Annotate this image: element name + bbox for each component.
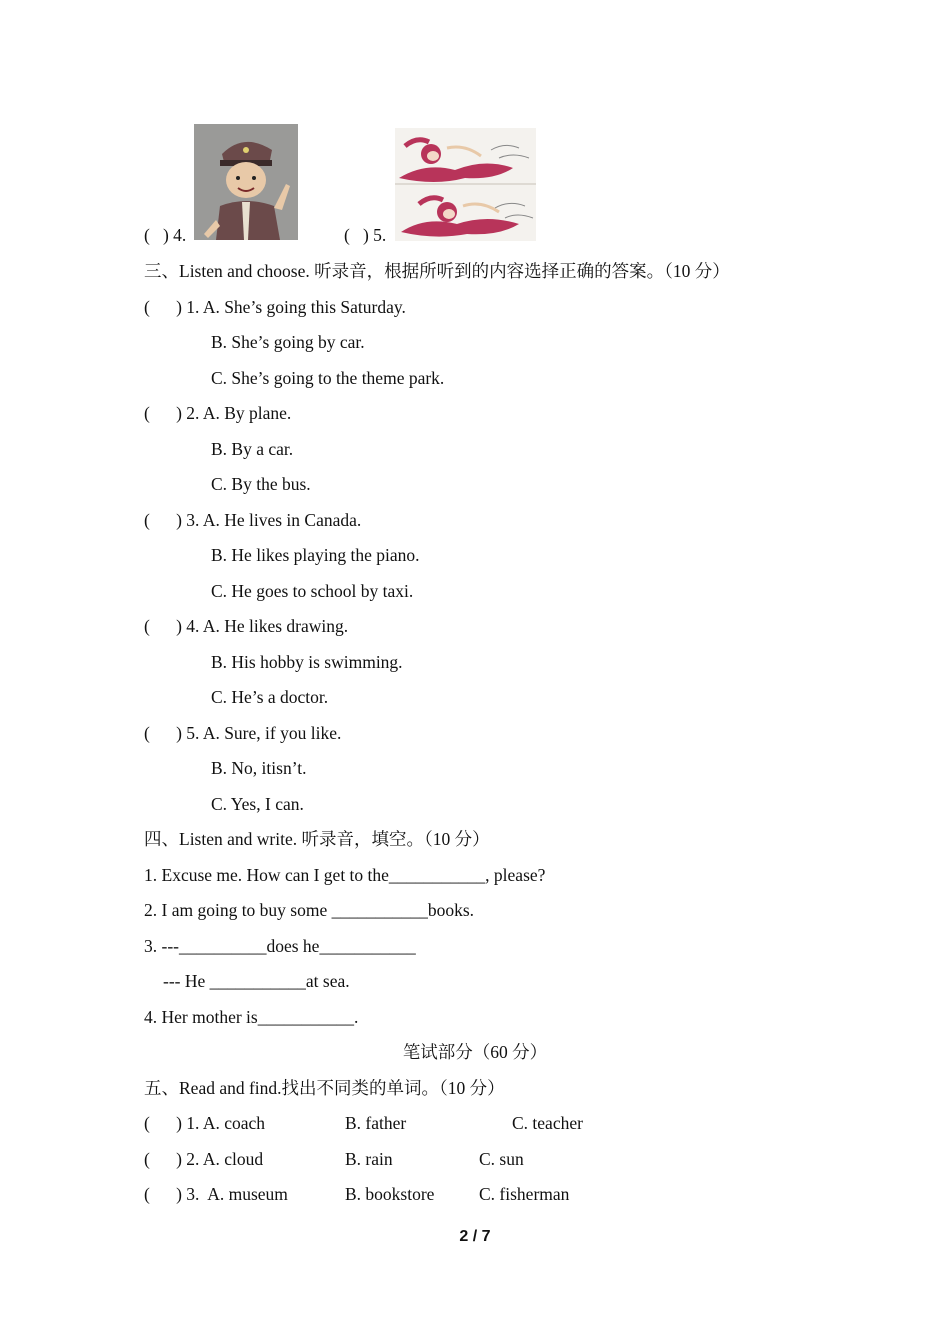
s3-q4-option-b: B. His hobby is swimming. xyxy=(211,652,403,672)
picture-question-4-label: ( ) 4. xyxy=(144,225,187,245)
section-4-heading: 四、Listen and write. 听录音，填空。（10 分） xyxy=(144,829,490,849)
police-officer-picture xyxy=(194,124,298,240)
s5-q3-option-b: B. bookstore xyxy=(345,1184,435,1204)
s5-q2-option-a: ( ) 2. A. cloud xyxy=(144,1149,264,1169)
page-number: 2 / 7 xyxy=(459,1228,491,1245)
s3-q4-stem: ( ) 4. A. He likes drawing. xyxy=(144,616,349,636)
s5-q2-option-c: C. sun xyxy=(479,1149,524,1169)
s3-q3-stem: ( ) 3. A. He lives in Canada. xyxy=(144,510,362,530)
s5-q2-option-b: B. rain xyxy=(345,1149,393,1169)
s3-q5-option-c: C. Yes, I can. xyxy=(211,794,304,814)
s5-q1-option-b: B. father xyxy=(345,1113,407,1133)
written-part-title: 笔试部分（60 分） xyxy=(402,1042,548,1062)
s3-q3-option-b: B. He likes playing the piano. xyxy=(211,545,420,565)
section-3-heading: 三、Listen and choose. 听录音，根据所听到的内容选择正确的答案。（10 分） xyxy=(144,261,730,281)
section-5-heading: 五、Read and find.找出不同类的单词。（10 分） xyxy=(144,1078,505,1098)
s4-line-2: 2. I am going to buy some ___________books. xyxy=(144,900,475,920)
s5-q3-option-c: C. fisherman xyxy=(479,1184,570,1204)
swimming-race-picture xyxy=(395,128,536,241)
s5-q1-option-c: C. teacher xyxy=(512,1113,583,1133)
s3-q2-option-b: B. By a car. xyxy=(211,439,294,459)
s5-q1-option-a: ( ) 1. A. coach xyxy=(144,1113,266,1133)
s3-q5-stem: ( ) 5. A. Sure, if you like. xyxy=(144,723,342,743)
s4-line-3-answer: --- He ___________at sea. xyxy=(163,971,350,991)
s3-q1-stem: ( ) 1. A. She’s going this Saturday. xyxy=(144,297,406,317)
s4-line-4: 4. Her mother is___________. xyxy=(144,1007,359,1027)
s4-line-1: 1. Excuse me. How can I get to the___________, please? xyxy=(144,865,546,885)
s3-q2-option-c: C. By the bus. xyxy=(211,474,311,494)
s4-line-3: 3. ---__________does he___________ xyxy=(144,936,416,956)
s5-q3-option-a: ( ) 3. A. museum xyxy=(144,1184,288,1204)
s3-q4-option-c: C. He’s a doctor. xyxy=(211,687,329,707)
s3-q5-option-b: B. No, itisn’t. xyxy=(211,758,307,778)
s3-q3-option-c: C. He goes to school by taxi. xyxy=(211,581,414,601)
s3-q2-stem: ( ) 2. A. By plane. xyxy=(144,403,292,423)
picture-question-5-label: ( ) 5. xyxy=(344,225,387,245)
s3-q1-option-c: C. She’s going to the theme park. xyxy=(211,368,445,388)
s3-q1-option-b: B. She’s going by car. xyxy=(211,332,365,352)
